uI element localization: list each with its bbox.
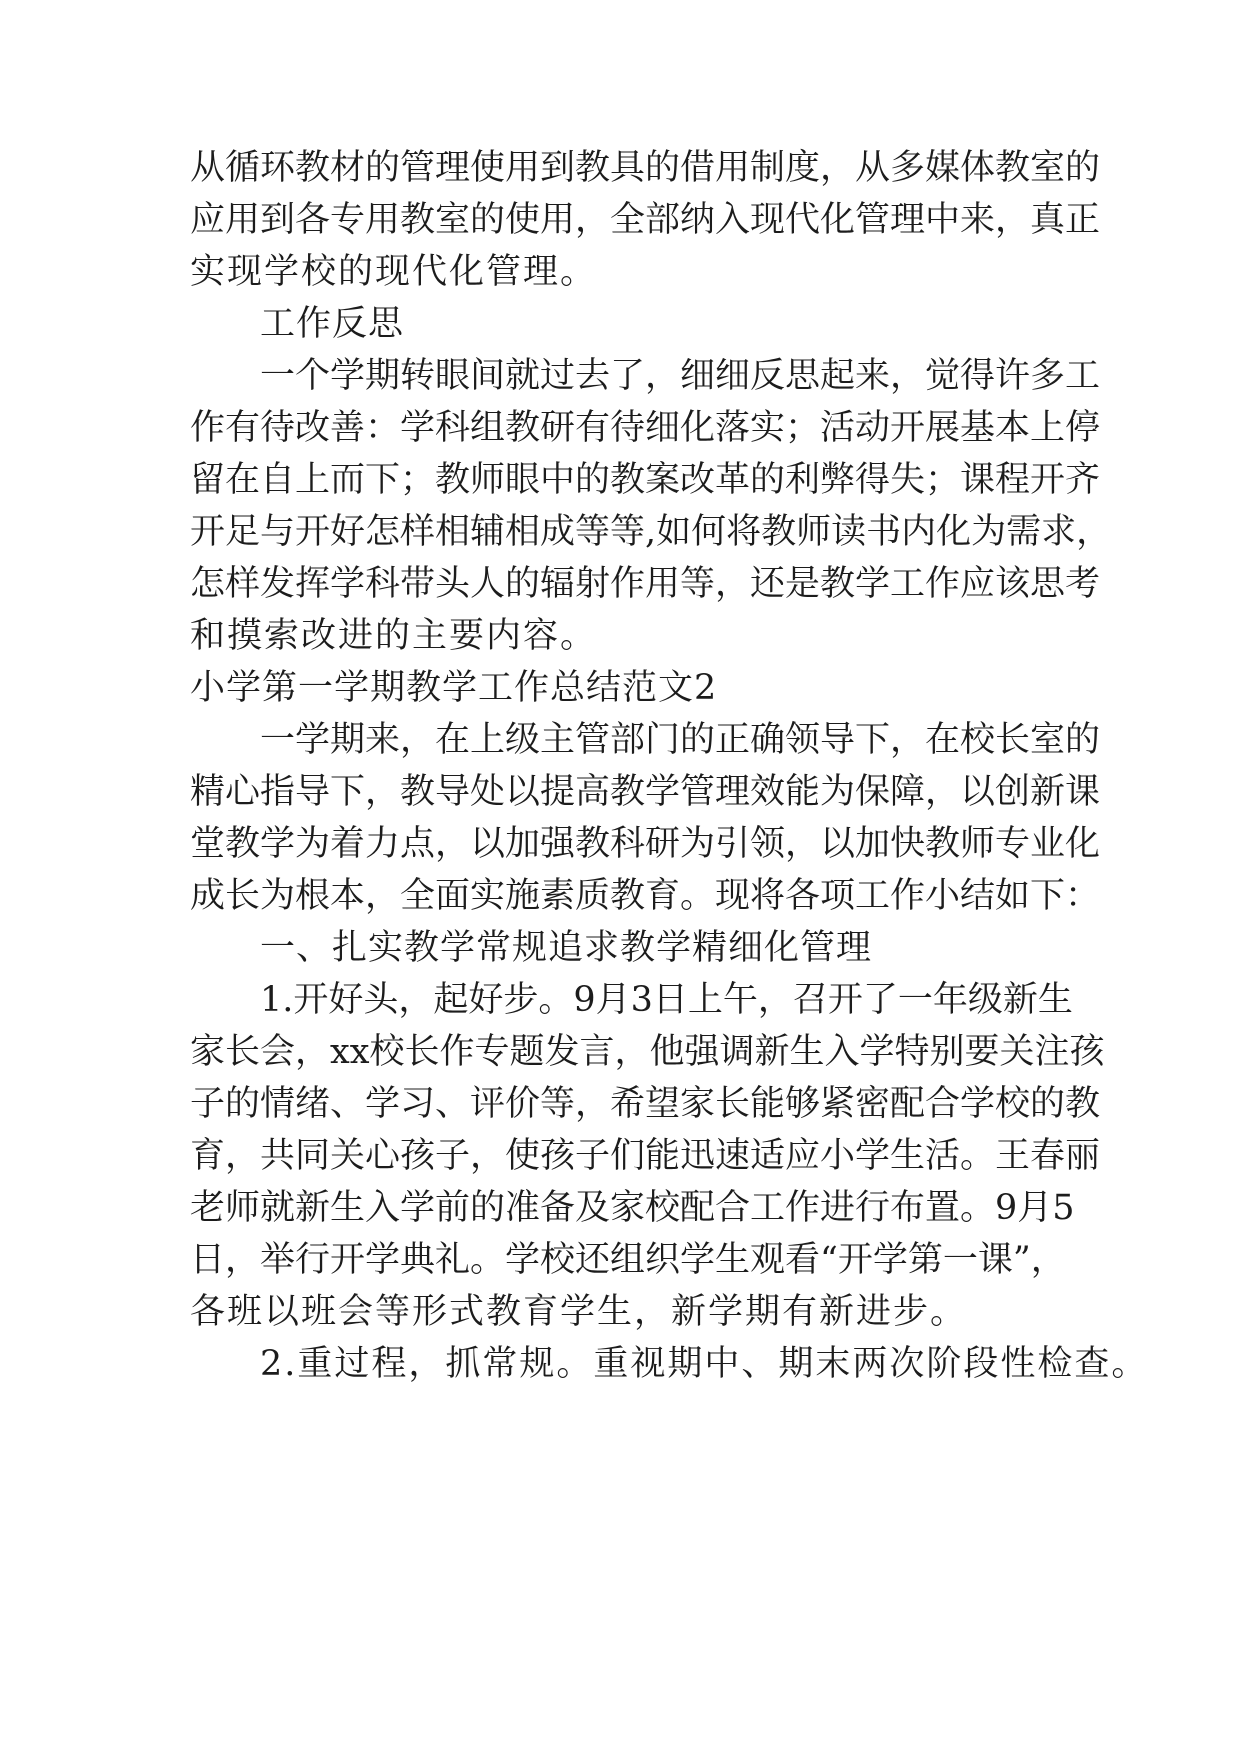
text-line: 各班以班会等形式教育学生，新学期有新进步。 [190,1292,968,1332]
text-line: 1.开好头，起好步。9月3日上午，召开了一年级新生 [260,980,1073,1020]
text-line: 一学期来，在上级主管部门的正确领导下，在校长室的 [260,720,1101,760]
text-line: 堂教学为着力点，以加强教科研为引领，以加快教师专业化 [190,824,1101,864]
text-line: 育，共同关心孩子，使孩子们能迅速适应小学生活。王春丽 [190,1136,1101,1176]
text-line: 作有待改善：学科组教研有待细化落实；活动开展基本上停 [190,408,1101,448]
section-heading: 工作反思 [260,304,405,344]
text-line: 子的情绪、学习、评价等，希望家长能够紧密配合学校的教 [190,1084,1101,1124]
text-line: 2.重过程，抓常规。重视期中、期末两次阶段性检查。 [260,1344,1149,1384]
text-line: 应用到各专用教室的使用，全部纳入现代化管理中来，真正 [190,200,1101,240]
document-title: 小学第一学期教学工作总结范文2 [190,668,718,708]
section-heading: 一、扎实教学常规追求教学精细化管理 [260,928,873,968]
text-line: 精心指导下，教导处以提高教学管理效能为保障，以创新课 [190,772,1101,812]
text-line: 从循环教材的管理使用到教具的借用制度，从多媒体教室的 [190,148,1101,188]
text-line: 开足与开好怎样相辅相成等等,如何将教师读书内化为需求， [190,512,1112,552]
text-line: 老师就新生入学前的准备及家校配合工作进行布置。9月5 [190,1188,1075,1228]
text-line: 成长为根本，全面实施素质教育。现将各项工作小结如下： [190,876,1101,916]
text-line: 日，举行开学典礼。学校还组织学生观看“开学第一课”， [190,1240,1066,1280]
text-line: 家长会，xx校长作专题发言，他强调新生入学特别要关注孩 [190,1032,1105,1072]
text-line: 怎样发挥学科带头人的辐射作用等，还是教学工作应该思考 [190,564,1101,604]
text-line: 和摸索改进的主要内容。 [190,616,598,656]
text-line: 实现学校的现代化管理。 [190,252,598,292]
text-line: 留在自上而下；教师眼中的教案改革的利弊得失；课程开齐 [190,460,1101,500]
text-line: 一个学期转眼间就过去了，细细反思起来，觉得许多工 [260,356,1101,396]
